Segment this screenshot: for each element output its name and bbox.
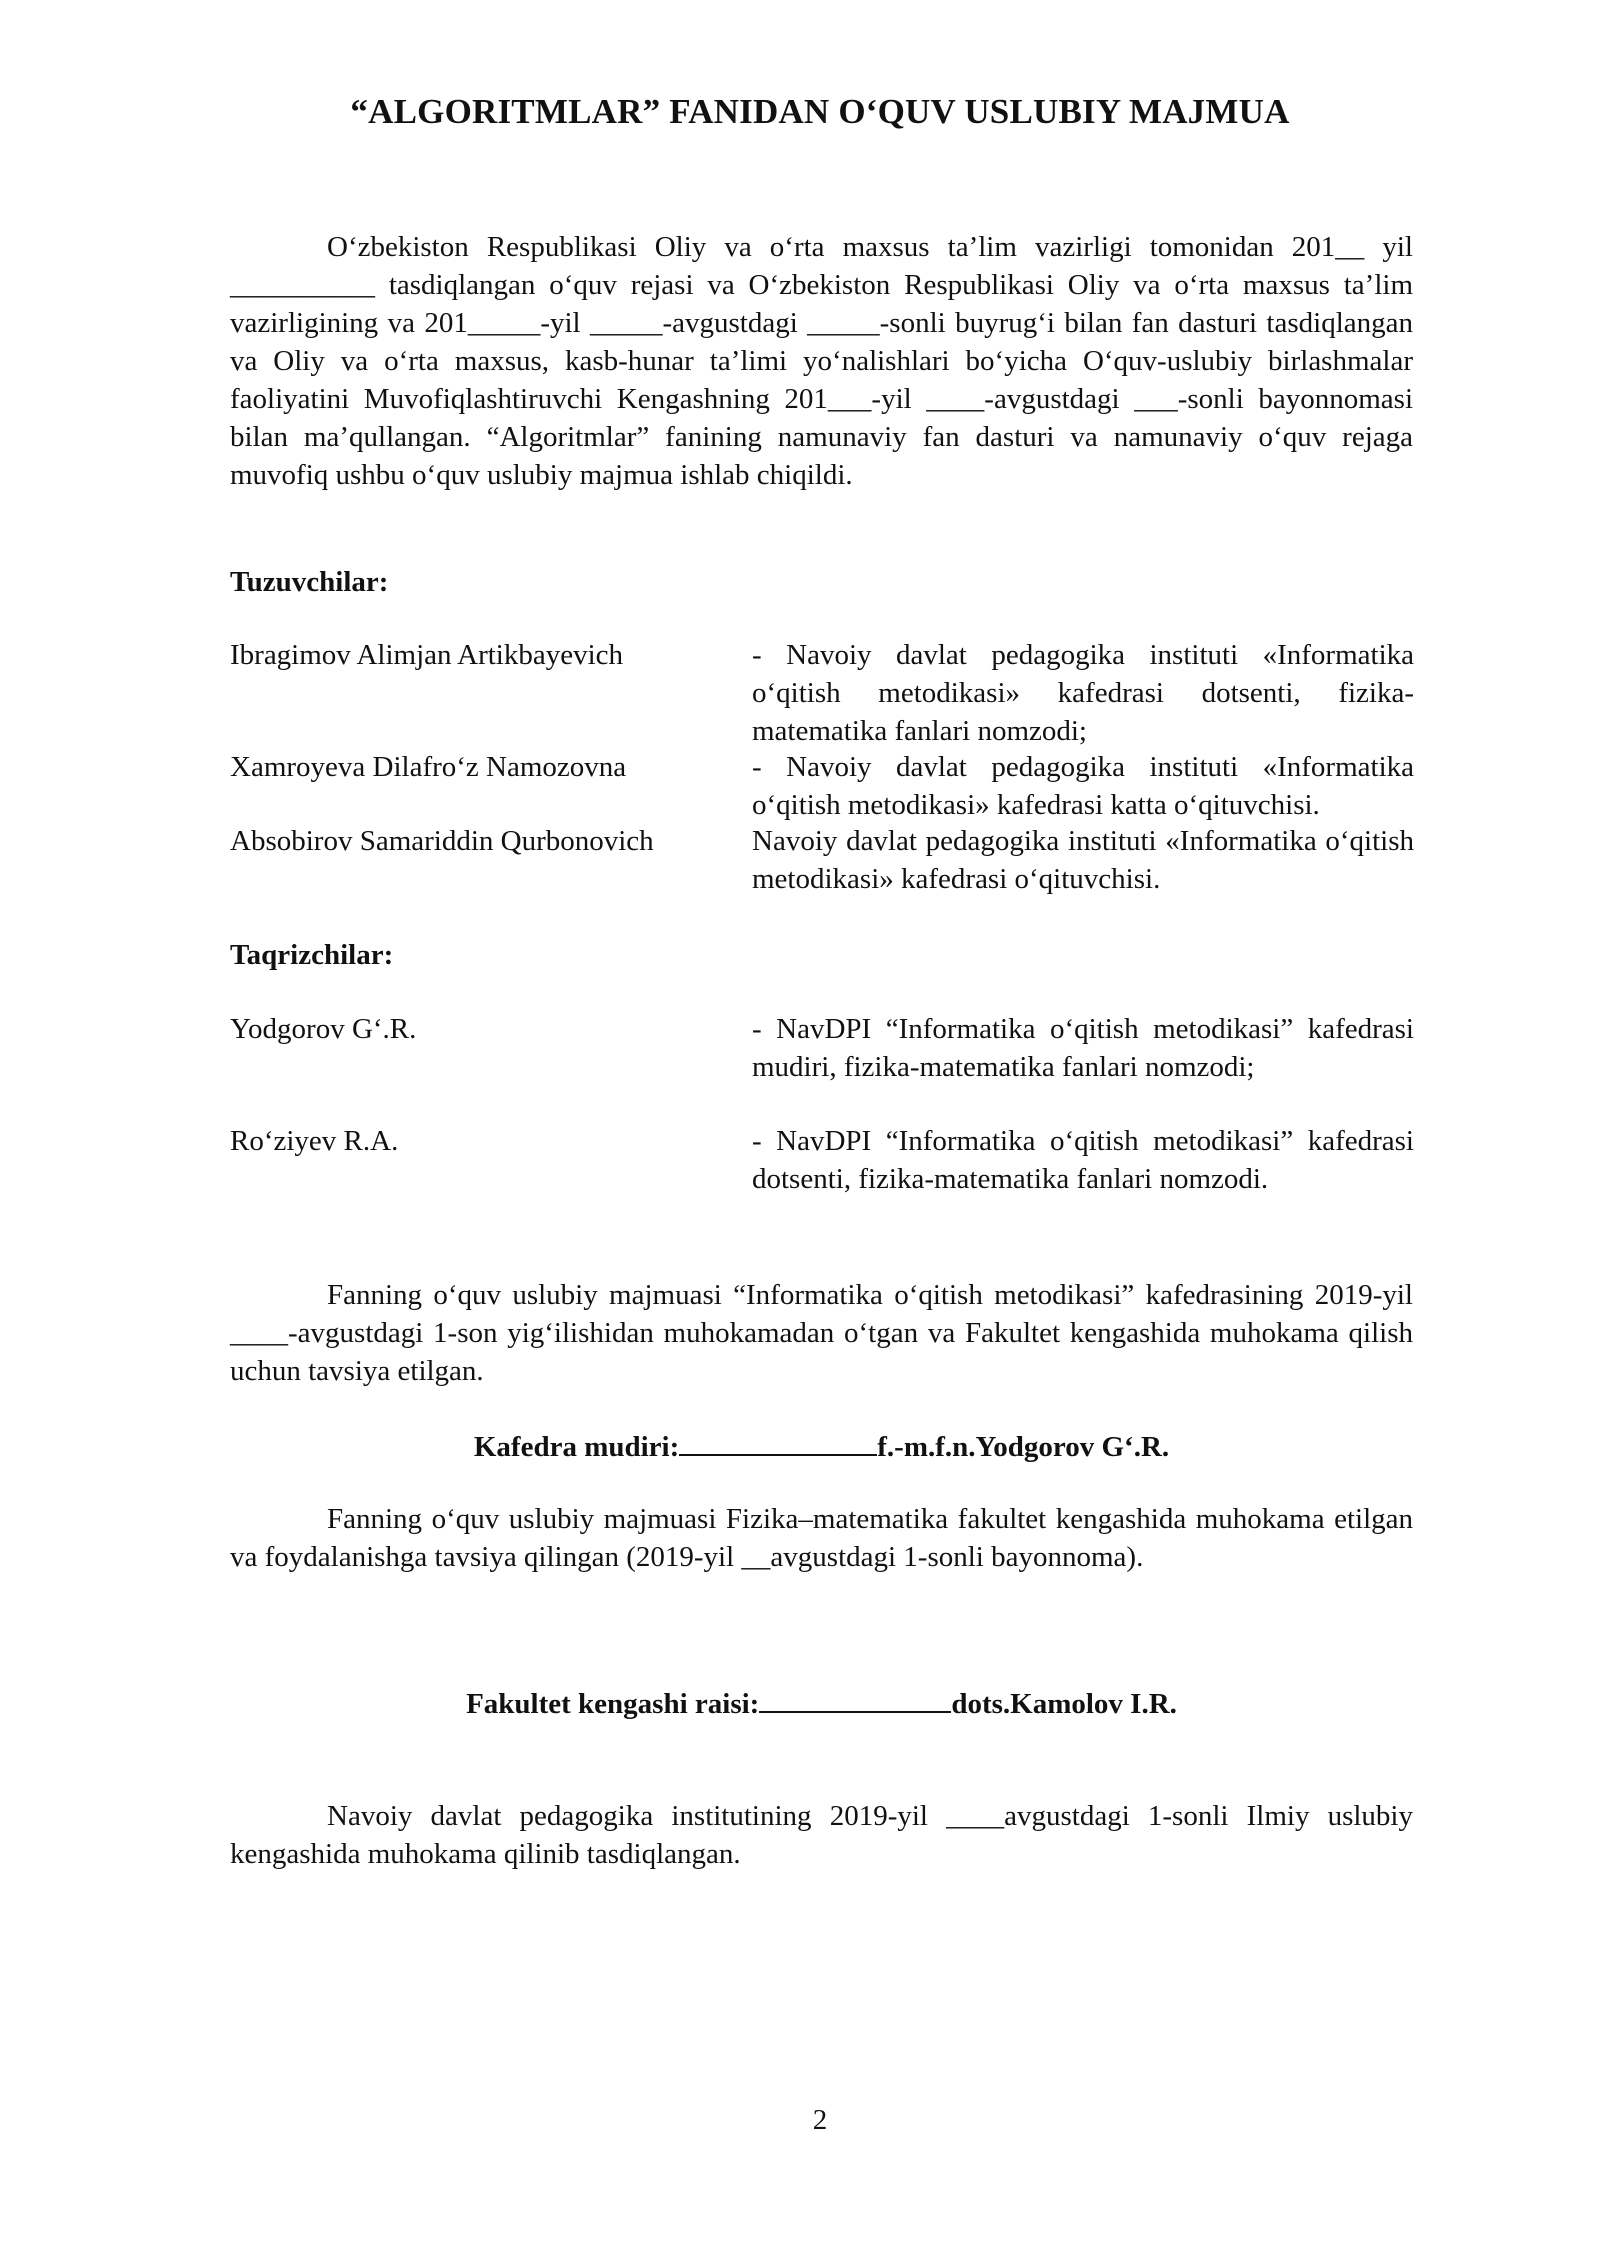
reviewer-name: Ro‘ziyev R.A. (230, 1125, 399, 1157)
signature-line (759, 1685, 951, 1713)
faculty-head-signature (230, 1685, 1413, 1721)
intro-paragraph: O‘zbekiston Respublikasi Oliy va o‘rta maxsus ta’lim vazirligi tomonidan 201__ yil __________ tasdiqlangan o‘quv rejasi va O‘zbekiston Respublikasi Oliy va o‘rta maxsus ta’lim vazirligining va 201_____-yil _____-avgustdagi _____-sonli buyrug‘i bilan fan dasturi tasdiqlangan va Oliy va o‘rta maxsus, kasb-hunar ta’limi yo‘nalishlari bo‘yicha O‘quv-uslubiy birlashmalar faoliyatini Muvofiqlashtiruvchi Kengashning 201___-yil ____-avgustdagi ___-sonli bayonnomasi bilan ma’qullangan. “Algoritmlar” fanining namunaviy fan dasturi va namunaviy o‘quv rejaga muvofiq ushbu o‘quv uslubiy majmua ishlab chiqildi. (230, 231, 1413, 491)
reviewer-name: Yodgorov G‘.R. (230, 1013, 417, 1045)
document-title: “ALGORITMLAR” FANIDAN O‘QUV USLUBIY MAJMUA (350, 92, 1290, 131)
faculty-head-signer: dots.Kamolov I.R. (951, 1688, 1177, 1720)
faculty-paragraph: Fanning o‘quv uslubiy majmuasi Fizika–matematika fakultet kengashida muhokama etilgan va foydalanishga tavsiya qilingan (2019-yil __avgustdagi 1-sonli bayonnoma). (230, 1503, 1413, 1573)
authors-heading: Tuzuvchilar: (230, 566, 389, 598)
reviewers-heading: Taqrizchilar: (230, 939, 394, 971)
author-role: Navoiy davlat pedagogika instituti «Informatika o‘qitish metodikasi» kafedrasi o‘qituvchisi. (752, 825, 1414, 895)
faculty-head-label: Fakultet kengashi raisi: (466, 1688, 760, 1720)
signature-line (679, 1428, 877, 1456)
department-paragraph: Fanning o‘quv uslubiy majmuasi “Informatika o‘qitish metodikasi” kafedrasining 2019-yil ____-avgustdagi 1-son yig‘ilishidan muhokamadan o‘tgan va Fakultet kengashida muhokama qilish uchun tavsiya etilgan. (230, 1279, 1413, 1387)
reviewer-role: - NavDPI “Informatika o‘qitish metodikasi” kafedrasi mudiri, fizika-matematika fanlari nomzodi; (752, 1013, 1414, 1083)
reviewer-role: - NavDPI “Informatika o‘qitish metodikasi” kafedrasi dotsenti, fizika-matematika fanlari nomzodi. (752, 1125, 1414, 1195)
page-number: 2 (812, 2104, 828, 2136)
department-head-label: Kafedra mudiri: (473, 1431, 680, 1463)
author-role: - Navoiy davlat pedagogika instituti «Informatika o‘qitish metodikasi» kafedrasi katta o‘qituvchisi. (752, 751, 1414, 821)
institute-paragraph: Navoiy davlat pedagogika institutining 2019-yil ____avgustdagi 1-sonli Ilmiy uslubiy kengashida muhokama qilinib tasdiqlangan. (230, 1800, 1413, 1870)
author-name: Ibragimov Alimjan Artikbayevich (230, 639, 624, 671)
department-head-signer: f.-m.f.n.Yodgorov G‘.R. (877, 1431, 1170, 1463)
author-name: Absobirov Samariddin Qurbonovich (230, 825, 654, 857)
department-head-signature (230, 1428, 1413, 1464)
author-role: - Navoiy davlat pedagogika instituti «Informatika o‘qitish metodikasi» kafedrasi dotsenti, fizika-matematika fanlari nomzodi; (752, 639, 1414, 747)
author-name: Xamroyeva Dilafro‘z Namozovna (230, 751, 627, 783)
